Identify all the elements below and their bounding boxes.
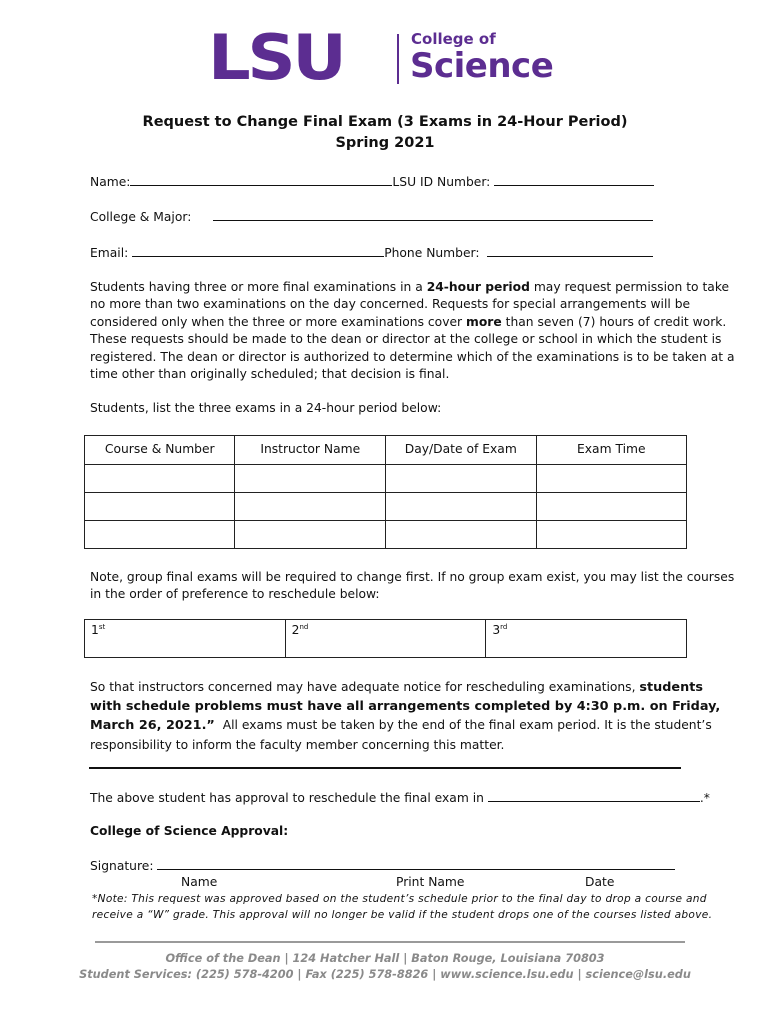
deadline-text: So that instructors concerned may have adequate notice for rescheduling examinations, <box>90 680 636 694</box>
name-field[interactable] <box>130 173 392 186</box>
instructor-cell[interactable] <box>235 465 386 493</box>
exam-table <box>84 435 687 549</box>
deadline-paragraph <box>90 678 721 754</box>
first-choice-label: 1 <box>91 623 99 638</box>
logo-unit-top: College of <box>411 30 496 48</box>
lsu-college-of-science-logo <box>208 21 558 94</box>
first-choice-cell[interactable] <box>85 620 286 658</box>
sub-print-name-label: Print Name <box>396 875 465 889</box>
header-course-number: Course & Number <box>85 436 235 465</box>
first-choice-sup: st <box>98 623 106 631</box>
name-id-row <box>90 173 654 189</box>
group-note <box>90 569 735 604</box>
form-title: Request to Change Final Exam (3 Exams in 24-Hour Period) <box>142 114 628 130</box>
deadline-bold: with schedule problems must have all arrangements completed by 4:30 p.m. on Friday, <box>90 699 721 715</box>
approval-statement: The above student has approval to reschedule the final exam in <box>90 791 484 805</box>
section-divider <box>89 767 681 769</box>
footnote-line: receive a “W” grade. This approval will no longer be valid if the student drops one of the courses listed above. <box>92 909 713 921</box>
intro-bold-more: more <box>466 314 502 329</box>
preference-table <box>84 619 687 658</box>
second-choice-cell[interactable] <box>285 620 486 658</box>
deadline-bold: students <box>639 680 703 695</box>
group-note-line: Note, group final exams will be required to change first. If no group exam exist, you may list the courses <box>90 570 735 584</box>
deadline-bold: March 26, 2021.” <box>90 718 215 734</box>
third-choice-sup: rd <box>500 623 508 631</box>
intro-text: than seven (7) hours of credit work. <box>505 314 727 329</box>
college-major-field[interactable] <box>213 208 653 221</box>
course-cell[interactable] <box>85 465 235 493</box>
table-row <box>85 521 687 549</box>
sub-name-label: Name <box>181 875 218 889</box>
approval-heading: College of Science Approval: <box>90 824 289 838</box>
intro-line: time other than originally scheduled; that decision is final. <box>90 367 450 382</box>
second-choice-label: 2 <box>291 623 300 638</box>
table-row <box>85 493 687 521</box>
second-choice-sup: nd <box>299 623 309 631</box>
intro-line: no more than two examinations on the day concerned. Requests for special arrangements will be <box>90 297 691 312</box>
date-cell[interactable] <box>386 493 537 521</box>
form-subtitle: Spring 2021 <box>335 135 435 151</box>
name-label: Name: <box>90 175 131 189</box>
college-major-label: College & Major: <box>90 210 192 224</box>
time-cell[interactable] <box>536 465 686 493</box>
intro-text: considered only when the three or more examinations cover <box>90 314 463 329</box>
third-choice-label: 3 <box>492 623 501 638</box>
sub-date-label: Date <box>585 875 615 889</box>
intro-text: may request permission to take <box>533 280 730 294</box>
third-choice-cell[interactable] <box>486 620 687 658</box>
table-row <box>85 465 687 493</box>
group-note-line: in the order of preference to reschedule below: <box>90 587 380 602</box>
logo-divider <box>397 34 399 84</box>
email-phone-row <box>90 244 653 260</box>
phone-label: Phone Number: <box>384 246 480 260</box>
date-cell[interactable] <box>386 521 537 549</box>
approval-statement-row <box>90 789 710 805</box>
intro-bold-period: 24-hour period <box>426 280 530 294</box>
final-exam-field[interactable] <box>488 789 700 802</box>
footer-contact: Student Services: (225) 578-4200 | Fax (225) 578-8826 | www.science.lsu.edu | science@lsu.edu <box>79 968 691 981</box>
table-header-row <box>85 436 687 465</box>
header-instructor-name: Instructor Name <box>235 436 386 465</box>
header-exam-time: Exam Time <box>536 436 686 465</box>
college-major-row <box>90 208 653 224</box>
signature-field[interactable] <box>157 857 675 870</box>
header-day-date: Day/Date of Exam <box>386 436 537 465</box>
instructor-cell[interactable] <box>235 521 386 549</box>
time-cell[interactable] <box>536 521 686 549</box>
deadline-text: responsibility to inform the faculty member concerning this matter. <box>90 737 505 752</box>
logo-wordmark: LSU <box>208 21 344 94</box>
footer-rule <box>95 941 685 943</box>
intro-text: Students having three or more final examinations in a <box>90 280 423 294</box>
signature-row <box>90 857 675 873</box>
course-cell[interactable] <box>85 521 235 549</box>
exam-table-lead: Students, list the three exams in a 24-hour period below: <box>90 401 442 415</box>
time-cell[interactable] <box>536 493 686 521</box>
lsu-id-field[interactable] <box>494 173 654 186</box>
logo-unit-bottom: Science <box>410 46 554 86</box>
intro-line: These requests should be made to the dean or director at the college or school in which the student is <box>90 332 722 347</box>
phone-field[interactable] <box>487 244 653 257</box>
approval-statement-end: .* <box>699 791 710 805</box>
instructor-cell[interactable] <box>235 493 386 521</box>
email-field[interactable] <box>132 244 384 257</box>
footer-address: Office of the Dean | 124 Hatcher Hall | Baton Rouge, Louisiana 70803 <box>165 952 605 965</box>
intro-paragraph <box>90 279 735 383</box>
signature-label: Signature: <box>90 859 154 873</box>
lsu-id-label: LSU ID Number: <box>392 175 491 189</box>
course-cell[interactable] <box>85 493 235 521</box>
email-label: Email: <box>90 246 129 260</box>
footnote-line: *Note: This request was approved based on the student’s schedule prior to the final day to drop a course and <box>92 893 707 905</box>
intro-line: registered. The dean or director is authorized to determine which of the examinations is to be taken at a <box>90 349 735 364</box>
deadline-text: All exams must be taken by the end of the final exam period. It is the student’s <box>222 718 712 733</box>
date-cell[interactable] <box>386 465 537 493</box>
